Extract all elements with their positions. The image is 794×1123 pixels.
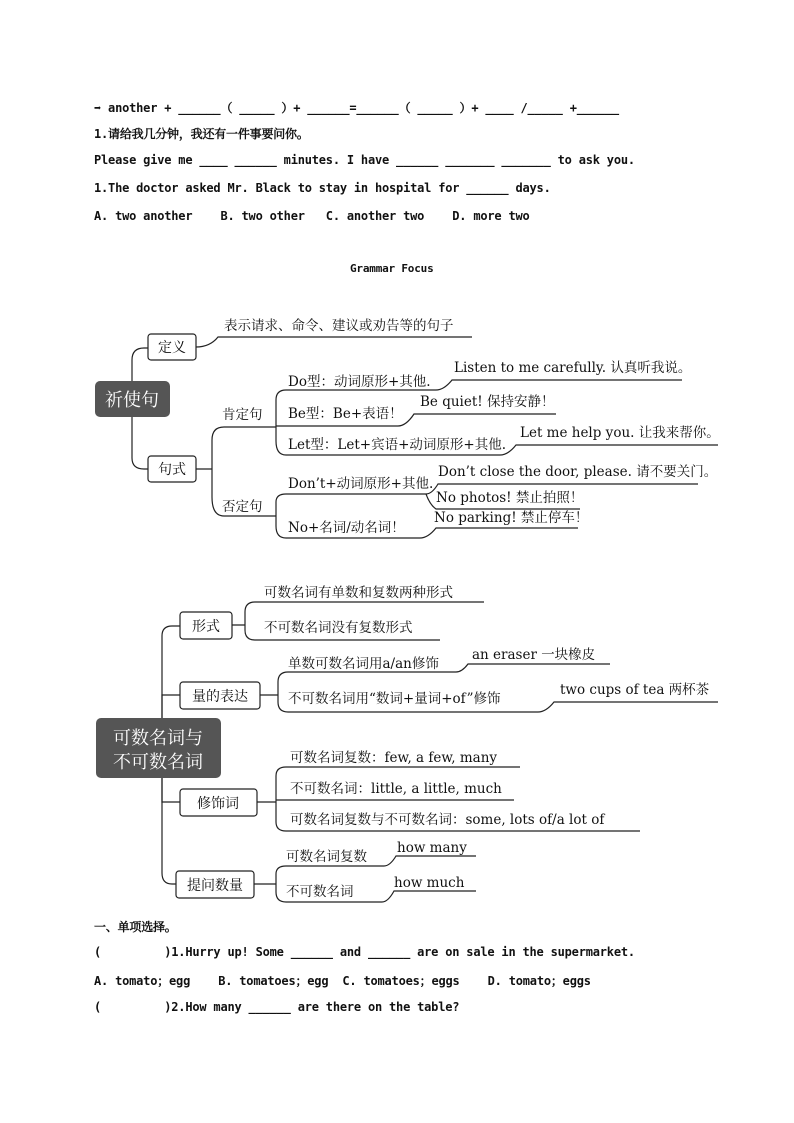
no-example-1: No photos! 禁止拍照！ — [436, 490, 584, 506]
modifier-text-3: 可数名词复数与不可数名词：some, lots of/a lot of — [290, 812, 605, 828]
question-1-english: Please give me ____ ______ minutes. I have ______ _______ _______ to ask you. — [94, 153, 635, 167]
form-text-2: 不可数名词没有复数形式 — [264, 620, 413, 636]
noun-mind-map — [96, 584, 718, 902]
quantity-example-1: an eraser 一块橡皮 — [472, 647, 596, 663]
positive-label: 肯定句 — [222, 407, 263, 423]
exercise-section-title: 一、单项选择。 — [94, 920, 177, 934]
no-type: No+名词/动名词！ — [288, 520, 405, 536]
grammar-focus-title: Grammar Focus — [350, 262, 434, 275]
definition-text: 表示请求、命令、建议或劝告等的句子 — [224, 318, 454, 334]
be-type: Be型：Be+表语！ — [288, 406, 403, 422]
be-example: Be quiet! 保持安静！ — [420, 394, 555, 410]
modifier-label: 修饰词 — [197, 796, 239, 812]
question-1-chinese: 1.请给我几分钟，我还有一件事要问你。 — [94, 127, 309, 141]
ask-text-2: 不可数名词 — [286, 884, 354, 900]
do-example: Listen to me carefully. 认真听我说。 — [454, 360, 692, 376]
no-example-2: No parking! 禁止停车！ — [434, 510, 589, 526]
quantity-example-2: two cups of tea 两杯茶 — [560, 682, 710, 698]
ask-text-1: 可数名词复数 — [286, 849, 367, 865]
formula-line: ➡ another + ______（ _____ ）+ ______=______（ _____ ）+ ____ /_____ +______ — [94, 101, 619, 115]
question-2-options: A. two another B. two other C. another two D. more two — [94, 209, 530, 223]
dont-example: Don’t close the door, please. 请不要关门。 — [438, 464, 718, 480]
definition-label: 定义 — [158, 340, 186, 356]
noun-root-line-1: 可数名词与 — [113, 728, 203, 749]
noun-form-label: 形式 — [192, 619, 220, 635]
negative-label: 否定句 — [222, 499, 263, 515]
quantity-label: 量的表达 — [192, 689, 248, 705]
ask-quantity-label: 提问数量 — [187, 878, 243, 894]
quantity-text-2: 不可数名词用“数词+量词+of”修饰 — [288, 691, 501, 707]
exercise-question-1-options: A. tomato；egg B. tomatoes；egg C. tomatoes；eggs D. tomato；eggs — [94, 974, 591, 988]
quantity-text-1: 单数可数名词用a/an修饰 — [288, 656, 439, 672]
form-text-1: 可数名词有单数和复数两种形式 — [264, 585, 453, 601]
let-type: Let型：Let+宾语+动词原形+其他. — [288, 437, 506, 453]
imperative-mind-map — [95, 317, 720, 538]
modifier-text-2: 不可数名词：little, a little, much — [290, 781, 502, 797]
exercise-question-2: ( )2.How many ______ are there on the table? — [94, 1000, 460, 1014]
form-label: 句式 — [158, 462, 186, 478]
modifier-text-1: 可数名词复数：few, a few, many — [290, 750, 498, 766]
dont-type: Don’t+动词原形+其他. — [288, 476, 434, 492]
ask-example-2: how much — [394, 875, 465, 891]
do-type: Do型：动词原形+其他. — [288, 374, 431, 390]
imperative-root-label: 祈使句 — [105, 390, 159, 411]
question-2: 1.The doctor asked Mr. Black to stay in hospital for ______ days. — [94, 181, 551, 195]
ask-example-1: how many — [397, 840, 467, 856]
exercise-question-1: ( )1.Hurry up! Some ______ and ______ are on sale in the supermarket. — [94, 945, 635, 959]
let-example: Let me help you. 让我来帮你。 — [520, 425, 720, 441]
noun-root-line-2: 不可数名词 — [113, 752, 203, 773]
